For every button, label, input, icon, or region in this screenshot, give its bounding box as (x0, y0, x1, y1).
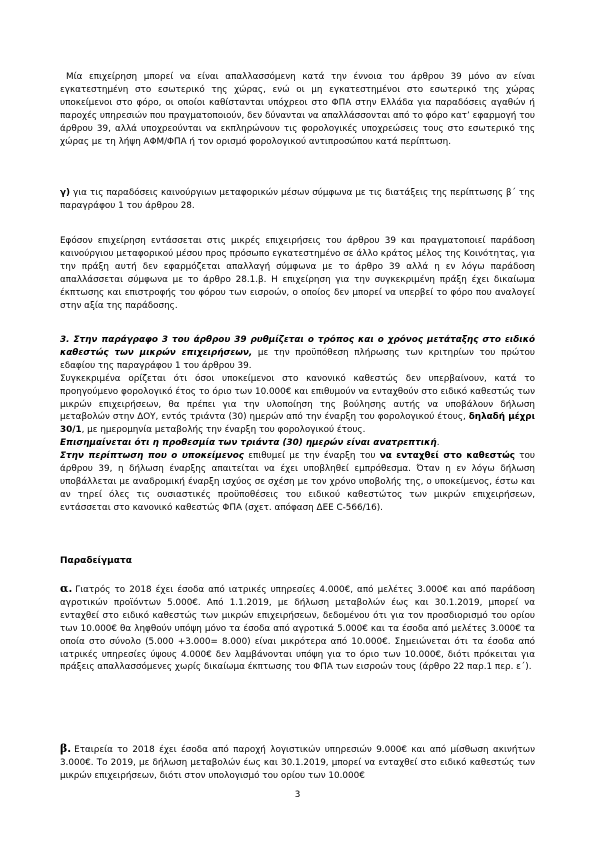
item-g-text: για τις παραδόσεις καινούργιων μεταφορικών μέσων σύμφωνα με τις διατάξεις της περίπτωσης β΄ της παραγράφου 1 του άρθρου 28. (60, 188, 535, 211)
section-3-deadline-text: Συγκεκριμένα ορίζεται ότι όσοι υποκείμενοι στο κανονικό καθεστώς δεν υπερβαίνουν, κατά το προηγούμενο φορολογικό έτος το όριο των 10.000€ και επιθυμούν να ενταχθούν στο ειδικό καθεστώς των μικρών επιχειρήσεων, θα πρέπει για την υλοποίηση της βούλησης αυτής να υποβάλουν δήλωση μεταβολών στην ΔΟΥ, εντός τριάντα (30) ημερών από την έναρξη του φορολογικού έτους, (60, 373, 535, 423)
section-3-deadline-tail: , με ημερομηνία μεταβολής την έναρξη του φορολογικού έτους. (81, 425, 366, 436)
deadline-note-end: . (436, 438, 440, 449)
section-3-deadline-paragraph (60, 373, 535, 438)
intro-paragraph: Μία επιχείρηση μπορεί να είναι απαλλασσόμενη κατά την έννοια του άρθρου 39 μόνο αν είναι εγκατεστημένη στο εσωτερικό της χώρας, ενώ οι μη εγκατεστημένοι στο εσωτερικό της χώρας υποκείμενοι στο φόρο, οι οποίοι καθίστανται υπόχρεοι στο ΦΠΑ στην Ελλάδα για παραδόσεις αγαθών ή παροχές υπηρεσιών που πραγματοποιούν, δεν δύνανται να απαλλάσσονται από το φόρο κατ’ εφαρμογή του άρθρου 39, αλλά υποχρεούνται να εκπληρώνουν τις φορολογικές υποχρεώσεις τους στο εσωτερικό της χώρας με τη λήψη ΑΦΜ/ΦΠΑ ή τον ορισμό φορολογικού αντιπροσώπου κατά περίπτωση. (60, 72, 535, 147)
examples-heading: Παραδείγματα (60, 556, 132, 566)
example-a-text: Γιατρός το 2018 έχει έσοδα από ιατρικές υπηρεσίες 4.000€, από μελέτες 3.000€ και από παράδοση αγροτικών προϊόντων 5.000€. Από 1.1.2019, με δήλωση μεταβολών έως και 30.1.2019, μπορεί να ενταχθεί στο ειδικό καθεστώς των μικρών επιχειρήσεων, δεδομένου ότι για τον προσδιορισμό του ορίου των 10.000€ θα ληφθούν υπόψη μόνο τα έσοδα από αγροτικά 5.000€ και τα έσοδα από μελέτες 3.000€ τα οποία στο σύνολο (5.000 +3.000= 8.000) είναι μικρότερα από 10.000€. Σημειώνεται ότι τα έσοδα από ιατρικές υπηρεσίες ύψους 4.000€ δεν λαμβάνονται υπόψη για το όριο των 10.000€, διότι πρόκειται για πράξεις απαλλασσόμενες χωρίς δικαίωμα έκπτωσης του ΦΠΑ των εισροών τους (άρθρο 22 παρ.1 περ. ε΄). (60, 585, 535, 673)
page-number: 3 (294, 790, 301, 800)
case-text-b: του άρθρου 39, η δήλωση έναρξης απαιτείται να έχει υποβληθεί εμπρόθεσμα. Όταν η εν λόγω δήλωση υποβάλλεται με αναδρομική έναρξη ισχύος σε σχέση με τον χρόνο υποβολής της, ο υποκείμενος, έστω και αν τηρεί όλες τις ουσιαστικές προϋποθέσεις του ειδικού καθεστώτος των μικρών επιχειρήσεων, εντάσσεται στο κανονικό καθεστώς ΦΠΑ (σχετ. απόφαση ΔΕΕ C-566/16). (60, 451, 535, 513)
section-3-note (60, 437, 535, 450)
case-text-a: επιθυμεί με την έναρξη του (243, 451, 380, 462)
section-3-case-paragraph (60, 450, 535, 515)
section-3 (60, 334, 535, 515)
deadline-date: δηλαδή μέχρι 30/1 (60, 412, 536, 436)
section-3-heading-tail: με την προϋπόθεση πλήρωσης των κριτηρίων του πρώτου εδαφίου της παραγράφου 1 του άρθρου 39. (60, 347, 535, 371)
new-vehicles-paragraph: Εφόσον επιχείρηση εντάσσεται στις μικρές επιχειρήσεις του άρθρου 39 και πραγματοποιεί παράδοση καινούργιου μεταφορικού μέσου προς πρόσωπο εγκατεστημένο σε άλλο κράτος μέλος της Κοινότητας, για την πράξη αυτή δεν εφαρμόζεται απαλλαγή σύμφωνα με το άρθρο 39 αλλά η εν λόγω παράδοση απαλλάσσεται σύμφωνα με το άρθρο 28.1.β. Η επιχείρηση για την συγκεκριμένη πράξη έχει δικαίωμα έκπτωσης και επιστροφής του φόρου των εισροών, ο οποίος δεν μπορεί να υπερβεί το φόρο που αναλογεί στην αξία της παράδοσης. (60, 236, 535, 311)
deadline-note: Επισημαίνεται ότι η προθεσμία των τριάντα (30) ημερών είναι ανατρεπτική (60, 438, 437, 449)
example-b-text: Εταιρεία το 2018 έχει έσοδα από παροχή λογιστικών υπηρεσιών 9.000€ και από μίσθωση ακινήτων 3.000€. Το 2019, με δήλωση μεταβολών έως και 30.1.2019, μπορεί να ενταχθεί στο ειδικό καθεστώς των μικρών επιχειρήσεων, διότι στον υπολογισμό του ορίου των 10.000€ (60, 745, 535, 781)
example-a (60, 583, 535, 674)
example-a-label: α. (60, 582, 73, 595)
example-b (60, 743, 535, 783)
section-3-heading: 3. Στην παράγραφο 3 του άρθρου 39 ρυθμίζεται ο τρόπος και ο χρόνος μετάταξης στο ειδικό καθεστώς των μικρών επιχειρήσεων, (60, 335, 535, 358)
case-lead: Στην περίπτωση που ο υποκείμενος (60, 451, 244, 462)
example-b-label: β. (60, 742, 72, 755)
item-g-label: γ) (60, 188, 71, 198)
item-g-paragraph (60, 187, 535, 213)
section-3-intro (60, 334, 535, 373)
case-bold: να ενταχθεί στο καθεστώς (379, 451, 515, 462)
